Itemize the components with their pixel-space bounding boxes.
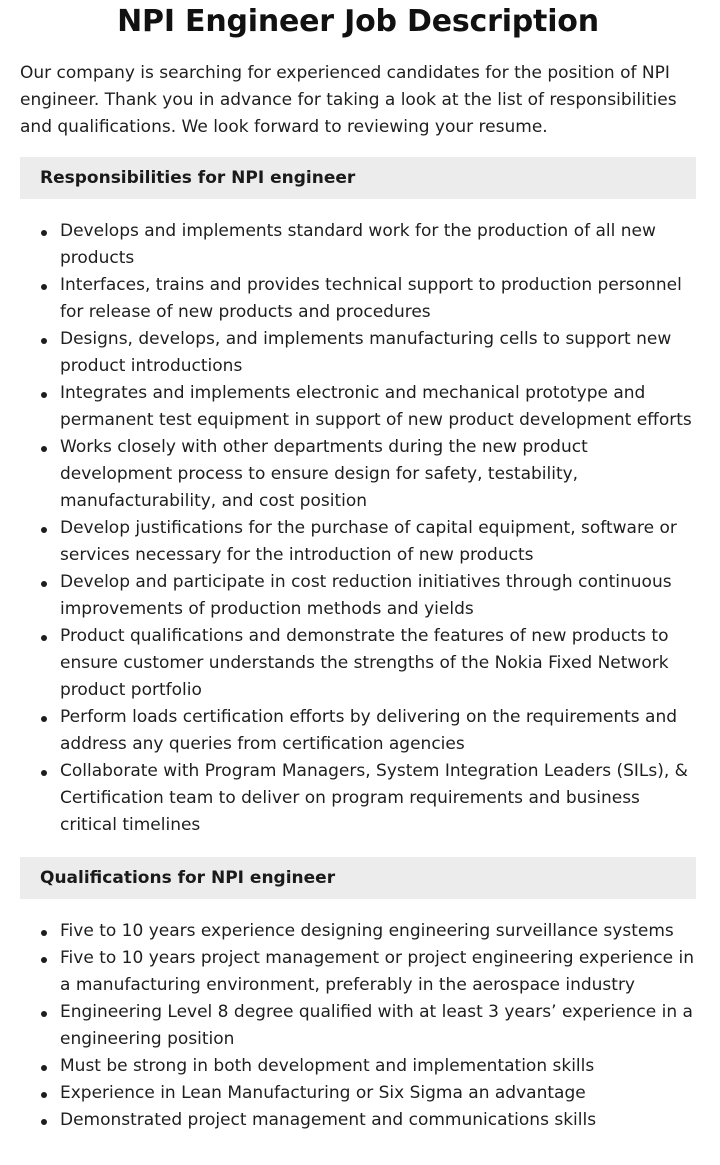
list-item-text: Engineering Level 8 degree qualified with at least 3 years’ experience in a engineering position xyxy=(60,1002,693,1049)
bullet-icon xyxy=(41,446,47,452)
list-item xyxy=(20,380,696,434)
bullet-icon xyxy=(41,230,47,236)
bullet-icon xyxy=(41,1011,47,1017)
bullet-icon xyxy=(41,1092,47,1098)
bullet-icon xyxy=(41,716,47,722)
list-item xyxy=(20,945,696,999)
list-item xyxy=(20,218,696,272)
list-item-text: Demonstrated project management and communications skills xyxy=(60,1110,597,1130)
responsibilities-list xyxy=(20,218,696,839)
list-item-text: Five to 10 years experience designing engineering surveillance systems xyxy=(60,921,674,941)
qualifications-heading: Qualifications for NPI engineer xyxy=(20,857,696,899)
bullet-icon xyxy=(41,392,47,398)
bullet-icon xyxy=(41,957,47,963)
list-item-text: Five to 10 years project management or project engineering experience in a manufacturing environment, preferably in the aerospace industry xyxy=(60,948,695,995)
list-item xyxy=(20,1107,696,1134)
page-title: NPI Engineer Job Description xyxy=(117,4,599,39)
bullet-icon xyxy=(41,930,47,936)
bullet-icon xyxy=(41,1119,47,1125)
list-item-text: Must be strong in both development and implementation skills xyxy=(60,1056,595,1076)
bullet-icon xyxy=(41,284,47,290)
list-item xyxy=(20,758,696,839)
list-item-text: Collaborate with Program Managers, System Integration Leaders (SILs), & Certification team to deliver on program requirements and business critical timelines xyxy=(60,761,688,835)
bullet-icon xyxy=(41,527,47,533)
list-item-text: Interfaces, trains and provides technical support to production personnel for release of new products and procedures xyxy=(60,275,682,322)
qualifications-list xyxy=(20,918,696,1134)
list-item xyxy=(20,569,696,623)
list-item-text: Develop and participate in cost reduction initiatives through continuous improvements of production methods and yields xyxy=(60,572,672,619)
list-item xyxy=(20,623,696,704)
list-item xyxy=(20,515,696,569)
list-item-text: Develop justifications for the purchase of capital equipment, software or services necessary for the introduction of new products xyxy=(60,518,677,565)
list-item-text: Integrates and implements electronic and mechanical prototype and permanent test equipment in support of new product development efforts xyxy=(60,383,692,430)
list-item xyxy=(20,704,696,758)
list-item xyxy=(20,272,696,326)
list-item xyxy=(20,1053,696,1080)
list-item-text: Designs, develops, and implements manufacturing cells to support new product introductions xyxy=(60,329,672,376)
bullet-icon xyxy=(41,581,47,587)
bullet-icon xyxy=(41,770,47,776)
list-item-text: Develops and implements standard work for the production of all new products xyxy=(60,221,656,268)
bullet-icon xyxy=(41,338,47,344)
list-item xyxy=(20,326,696,380)
list-item-text: Product qualifications and demonstrate the features of new products to ensure customer understands the strengths of the Nokia Fixed Network product portfolio xyxy=(60,626,669,700)
bullet-icon xyxy=(41,635,47,641)
list-item-text: Perform loads certification efforts by delivering on the requirements and address any queries from certification agencies xyxy=(60,707,678,754)
list-item-text: Experience in Lean Manufacturing or Six Sigma an advantage xyxy=(60,1083,586,1103)
list-item xyxy=(20,918,696,945)
bullet-icon xyxy=(41,1065,47,1071)
intro-paragraph: Our company is searching for experienced candidates for the position of NPI engineer. Thank you in advance for taking a look at the list of responsibilities and qualifications. We look forward to reviewing your resume. xyxy=(20,63,677,137)
list-item xyxy=(20,1080,696,1107)
list-item xyxy=(20,999,696,1053)
responsibilities-heading: Responsibilities for NPI engineer xyxy=(20,157,696,199)
list-item-text: Works closely with other departments during the new product development process to ensure design for safety, testability, manufacturability, and cost position xyxy=(60,437,588,511)
list-item xyxy=(20,434,696,515)
